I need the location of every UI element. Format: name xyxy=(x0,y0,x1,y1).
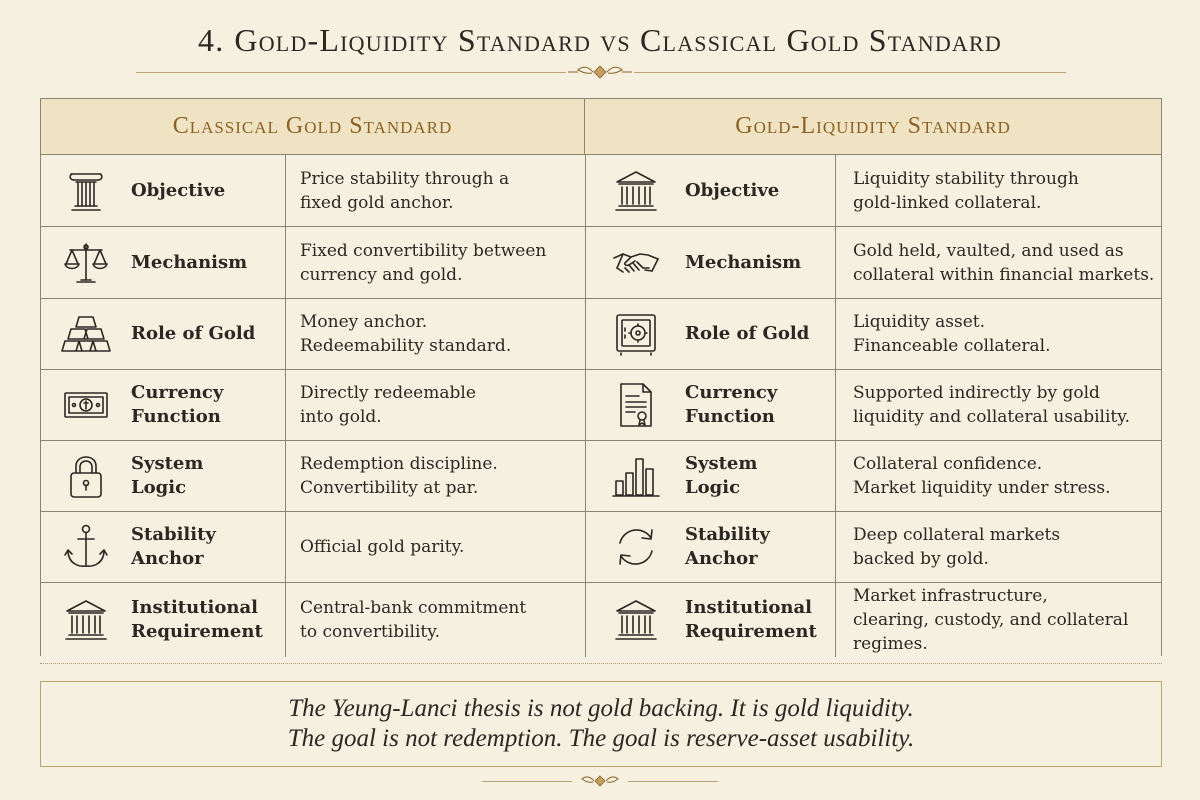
left-label-cell xyxy=(131,583,285,657)
row-desc-left: Directly redeemable into gold. xyxy=(300,383,476,427)
row-desc-right: Market infrastructure, clearing, custody, and collateral regimes. xyxy=(853,586,1129,654)
right-desc-cell xyxy=(835,512,1161,582)
page-title xyxy=(0,22,1200,59)
row-label-left: Objective xyxy=(131,179,226,201)
bottom-rule-left xyxy=(482,781,572,782)
quote-line-1: The Yeung-Lanci thesis is not gold backing. It is gold liquidity. xyxy=(288,695,914,722)
left-label-cell xyxy=(131,227,285,298)
row-desc-right: Supported indirectly by gold liquidity and collateral usability. xyxy=(853,383,1131,427)
right-icon-cell xyxy=(585,299,685,369)
row-label-right: Mechanism xyxy=(685,251,802,273)
left-desc-cell xyxy=(285,512,585,582)
left-desc-cell xyxy=(285,299,585,369)
anchor-icon xyxy=(61,522,111,572)
right-label-cell xyxy=(685,299,835,369)
banknote-icon xyxy=(61,380,111,430)
table-row xyxy=(41,512,1161,583)
row-desc-right: Liquidity asset. Financeable collateral. xyxy=(853,312,1051,356)
row-label-left: System Logic xyxy=(131,453,204,498)
table-row xyxy=(41,441,1161,512)
left-desc-cell xyxy=(285,155,585,226)
table-row xyxy=(41,370,1161,441)
right-desc-cell xyxy=(835,583,1161,657)
left-icon-cell xyxy=(41,155,131,226)
right-icon-cell xyxy=(585,441,685,511)
bottom-ornament-icon xyxy=(578,772,622,790)
row-label-left: Institutional Requirement xyxy=(131,597,263,642)
right-desc-cell xyxy=(835,441,1161,511)
right-desc-cell xyxy=(835,227,1161,298)
row-label-right: Currency Function xyxy=(685,382,778,427)
right-label-cell xyxy=(685,583,835,657)
row-label-right: Institutional Requirement xyxy=(685,597,817,642)
right-icon-cell xyxy=(585,227,685,298)
left-icon-cell xyxy=(41,299,131,369)
padlock-icon xyxy=(61,451,111,501)
right-icon-cell xyxy=(585,370,685,440)
left-icon-cell xyxy=(41,441,131,511)
row-label-right: Role of Gold xyxy=(685,323,810,344)
certificate-icon xyxy=(611,380,661,430)
row-desc-left: Money anchor. Redeemability standard. xyxy=(300,312,512,356)
bank-icon xyxy=(61,595,111,645)
row-label-right: Stability Anchor xyxy=(685,524,770,569)
row-desc-right: Liquidity stability through gold-linked collateral. xyxy=(853,168,1079,213)
left-label-cell xyxy=(131,512,285,582)
left-label-cell xyxy=(131,370,285,440)
comparison-table xyxy=(40,98,1162,656)
right-label-cell xyxy=(685,227,835,298)
right-icon-cell xyxy=(585,583,685,657)
left-icon-cell xyxy=(41,583,131,657)
row-desc-right: Gold held, vaulted, and used as collateral within financial markets. xyxy=(853,240,1155,285)
row-desc-left: Redemption discipline. Convertibility at par. xyxy=(300,454,498,498)
quote-line-2: The goal is not redemption. The goal is reserve-asset usability. xyxy=(287,725,915,752)
row-label-right: Objective xyxy=(685,179,780,201)
table-row xyxy=(41,227,1161,299)
bank-icon xyxy=(611,166,661,216)
row-desc-right: Deep collateral markets backed by gold. xyxy=(853,525,1061,569)
left-desc-cell xyxy=(285,441,585,511)
left-icon-cell xyxy=(41,370,131,440)
right-icon-cell xyxy=(585,155,685,226)
bar-chart-icon xyxy=(611,451,661,501)
row-desc-left: Central-bank commitment to convertibility. xyxy=(300,598,527,642)
left-label-cell xyxy=(131,155,285,226)
row-label-left: Stability Anchor xyxy=(131,524,216,569)
header-classical: Classical Gold Standard xyxy=(41,99,585,155)
row-desc-right: Collateral confidence. Market liquidity under stress. xyxy=(853,454,1111,498)
row-label-left: Role of Gold xyxy=(131,323,256,344)
dotted-divider xyxy=(40,663,1162,664)
left-desc-cell xyxy=(285,227,585,298)
bank-icon xyxy=(611,595,661,645)
right-label-cell xyxy=(685,370,835,440)
right-label-cell xyxy=(685,441,835,511)
refresh-icon xyxy=(611,522,661,572)
right-icon-cell xyxy=(585,512,685,582)
safe-icon xyxy=(611,309,661,359)
title-text: Gold-Liquidity Standard vs Classical Gold Standard xyxy=(234,22,1002,58)
title-ornament-icon xyxy=(566,62,634,82)
gold-bars-icon xyxy=(61,309,111,359)
row-label-left: Currency Function xyxy=(131,382,224,427)
right-desc-cell xyxy=(835,155,1161,226)
section-number: 4. xyxy=(198,22,225,58)
right-desc-cell xyxy=(835,299,1161,369)
table-row xyxy=(41,583,1161,657)
table-row xyxy=(41,155,1161,227)
left-icon-cell xyxy=(41,227,131,298)
left-desc-cell xyxy=(285,370,585,440)
header-gold-liquidity: Gold-Liquidity Standard xyxy=(585,99,1161,155)
bottom-rule-right xyxy=(628,781,718,782)
right-desc-cell xyxy=(835,370,1161,440)
row-desc-left: Price stability through a fixed gold anchor. xyxy=(300,168,510,213)
row-label-right: System Logic xyxy=(685,453,758,498)
row-label-left: Mechanism xyxy=(131,251,248,273)
row-desc-left: Fixed convertibility between currency and gold. xyxy=(300,240,547,285)
right-label-cell xyxy=(685,512,835,582)
handshake-icon xyxy=(611,238,661,288)
left-label-cell xyxy=(131,441,285,511)
left-icon-cell xyxy=(41,512,131,582)
row-desc-left: Official gold parity. xyxy=(300,537,465,557)
table-row xyxy=(41,299,1161,370)
right-label-cell xyxy=(685,155,835,226)
left-label-cell xyxy=(131,299,285,369)
column-icon xyxy=(61,166,111,216)
thesis-quote-box xyxy=(40,681,1162,767)
left-desc-cell xyxy=(285,583,585,657)
scales-icon xyxy=(61,238,111,288)
